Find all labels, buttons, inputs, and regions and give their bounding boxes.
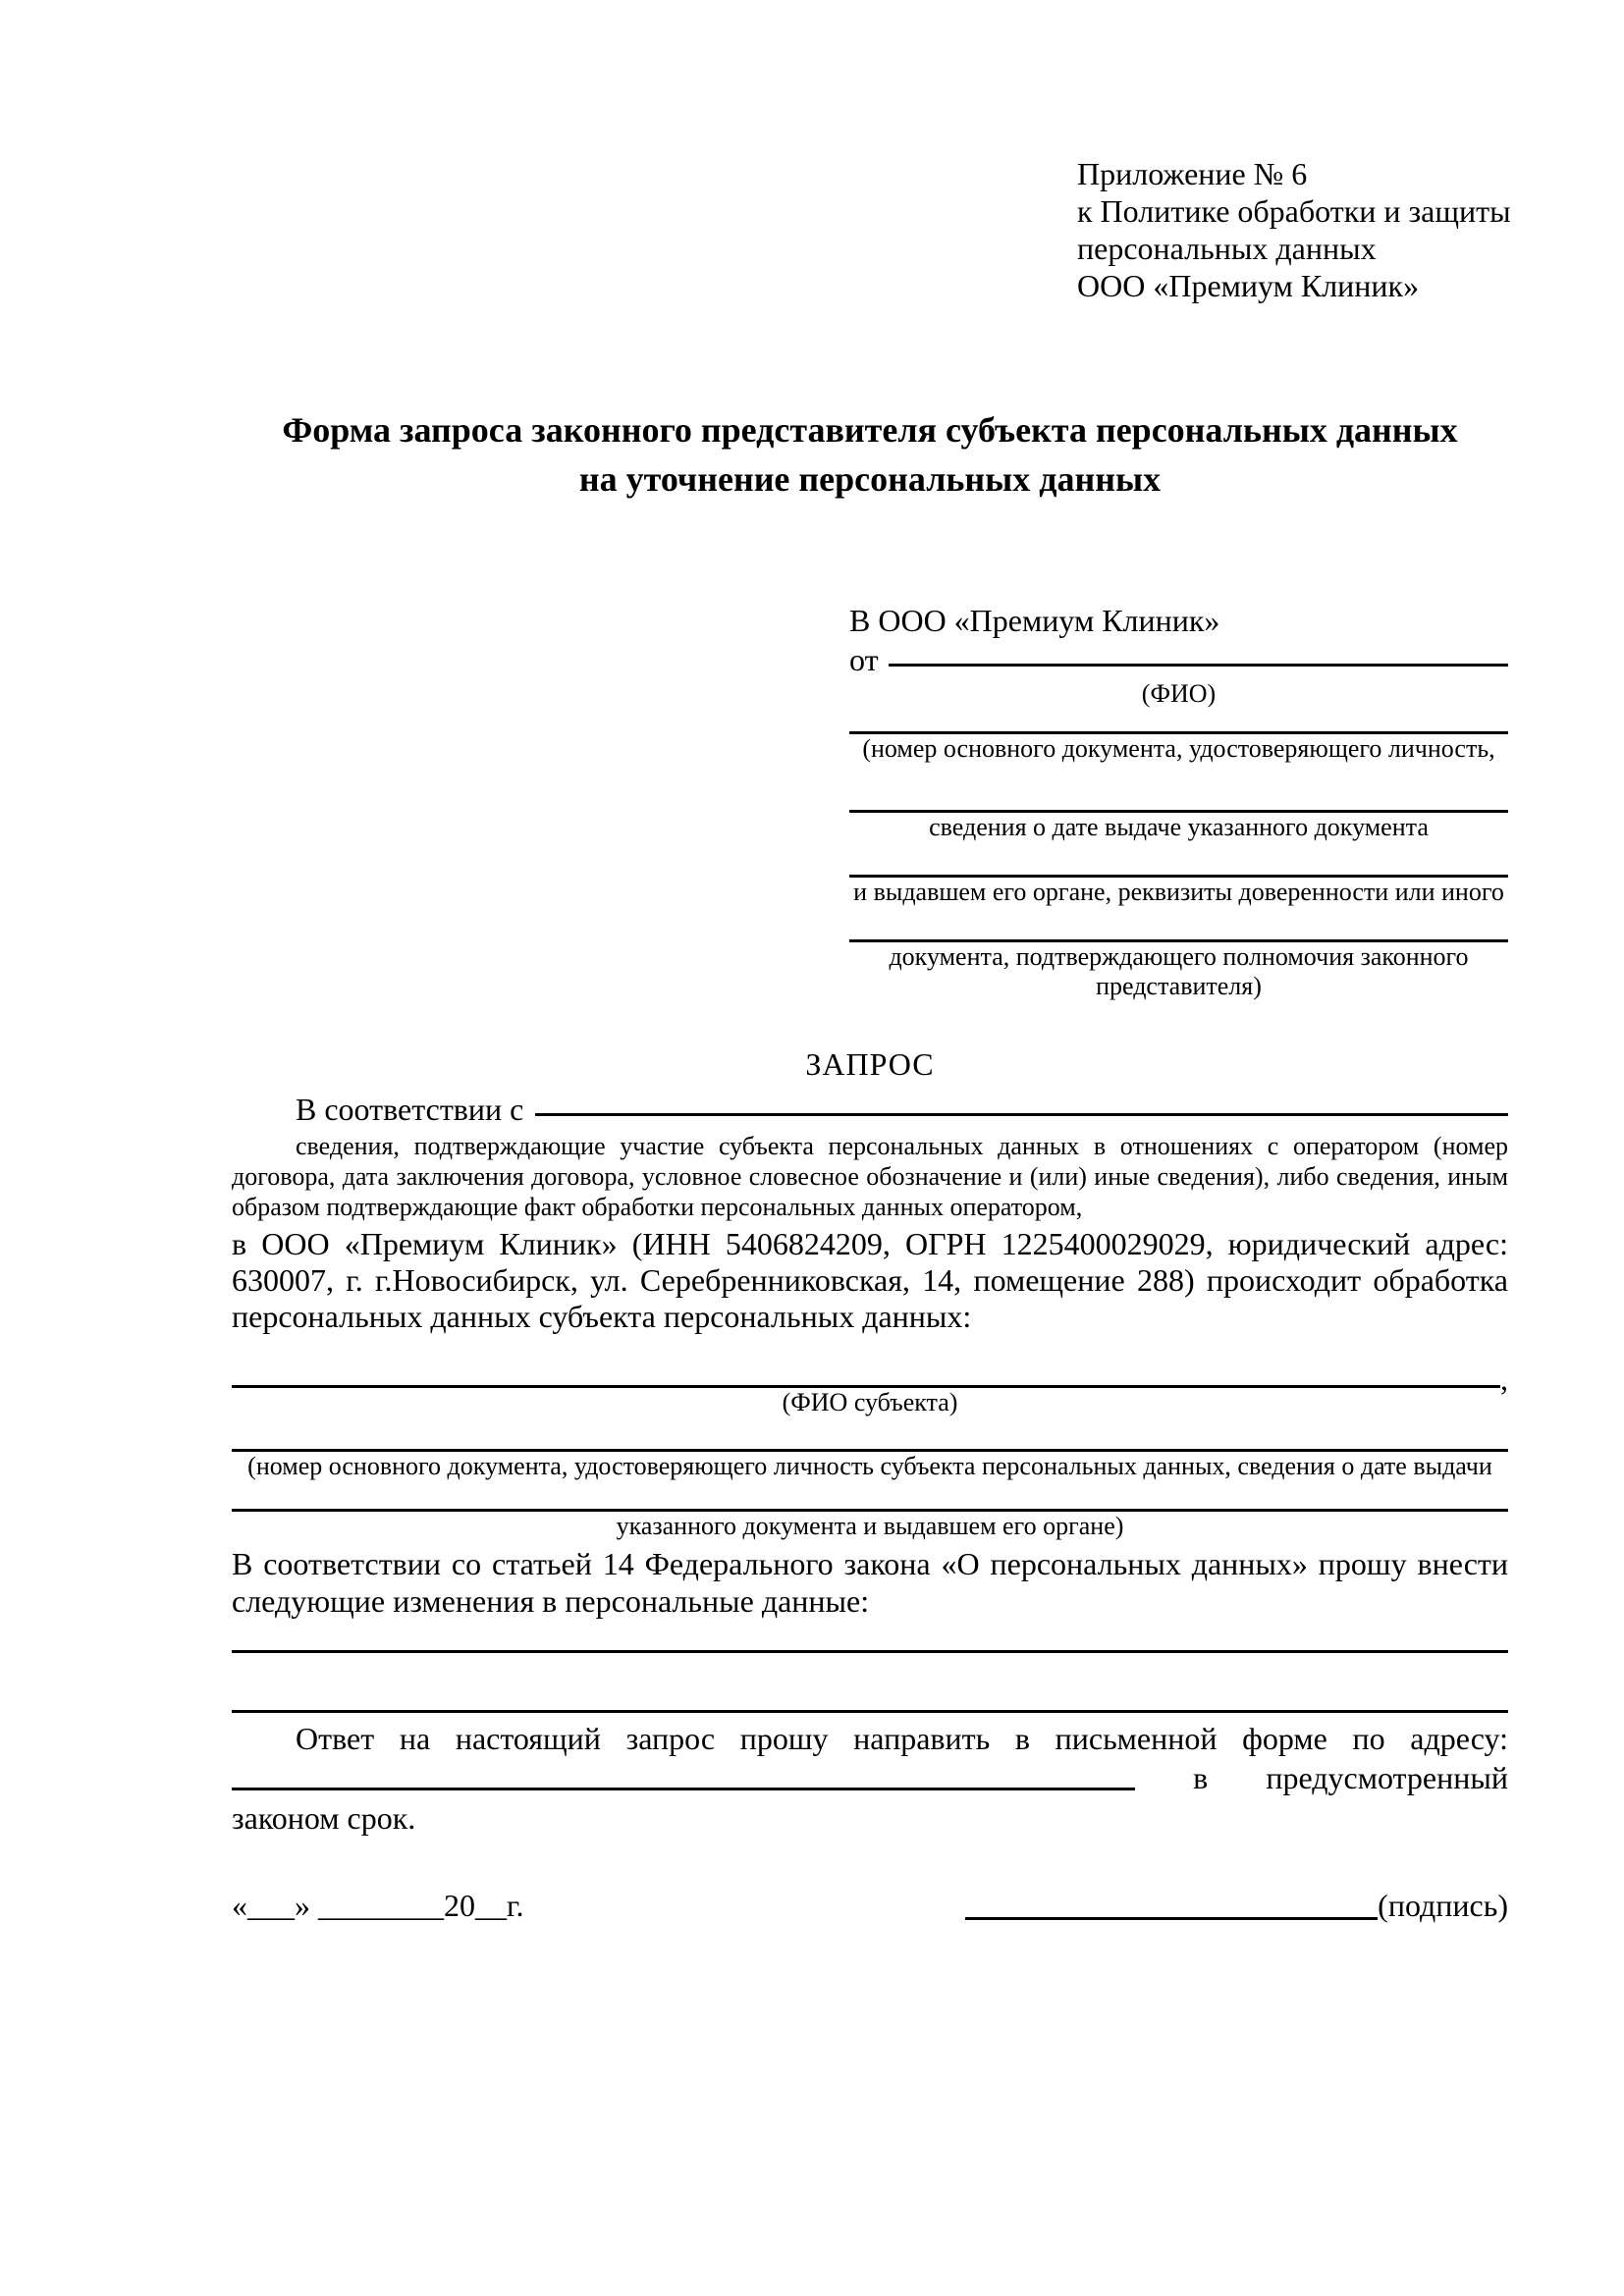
intro-blank-line — [535, 1113, 1508, 1116]
blank-caption: сведения о дате выдаче указанного документа — [929, 813, 1429, 841]
answer-word-v: в — [1193, 1760, 1209, 1795]
appendix-header — [1077, 0, 1511, 304]
answer-address-blank-line — [232, 1788, 1135, 1790]
subject-fio-caption: (ФИО субъекта) — [782, 1388, 958, 1416]
appendix-line: Приложение № 6 — [1077, 156, 1308, 191]
subject-doc-caption: (номер основного документа, удостоверяющего личность субъекта персональных данных, сведения о дате выдачи — [247, 1452, 1492, 1480]
blank-caption: документа, подтверждающего полномочия законного представителя) — [889, 942, 1469, 1000]
fio-caption: (ФИО) — [1141, 679, 1217, 708]
blank-caption: (номер основного документа, удостоверяющего личность, — [862, 734, 1495, 763]
answer-address-row — [232, 1757, 1508, 1798]
signature-group — [965, 1885, 1508, 1926]
request-heading: ЗАПРОС — [805, 1046, 935, 1082]
from-blank-line — [889, 664, 1508, 667]
document-title-line1: Форма запроса законного представителя субъекта персональных данных — [282, 410, 1458, 450]
from-label: от — [849, 642, 879, 677]
operator-paragraph: в ООО «Премиум Клиник» (ИНН 5406824209, ОГРН 1225400029029, юридический адрес: 630007, г. г.Новосибирск, ул. Серебренниковская, 14, помещение 288) происходит обработка персональных данных субъекта персональных данных: — [232, 1226, 1508, 1334]
changes-blank-line2 — [232, 1710, 1508, 1713]
addressee-to: В ООО «Премиум Клиник» — [849, 603, 1220, 638]
answer-word-predusmotrenny: предусмотренный — [1266, 1760, 1508, 1795]
intro-prefix: В соответствии с — [296, 1092, 524, 1127]
changes-blank-line1 — [232, 1650, 1508, 1653]
document-title-line2: на уточнение персональных данных — [578, 459, 1162, 499]
intro-row — [232, 1090, 1508, 1129]
appendix-line: ООО «Премиум Клиник» — [1077, 268, 1420, 303]
answer-paragraph-line1: Ответ на настоящий запрос прошу направить в письменной форме по адресу: — [296, 1721, 1508, 1756]
signature-blank-line — [965, 1917, 1378, 1920]
footer-row — [232, 1885, 1508, 1926]
from-row — [849, 640, 1508, 679]
law-paragraph: В соответствии со статьей 14 Федерального закона «О персональных данных» прошу внести следующие изменения в персональные данные: — [232, 1546, 1508, 1619]
answer-paragraph-line3: законом срок. — [232, 1800, 416, 1836]
trailing-comma: , — [1500, 1362, 1508, 1397]
subject-doc-caption2: указанного документа и выдавшем его органе) — [616, 1512, 1124, 1540]
blank-caption: и выдавшем его органе, реквизиты доверенности или иного — [853, 878, 1504, 906]
addressee-block — [849, 601, 1508, 1001]
document-title — [232, 405, 1508, 504]
date-blank: «___» ________20__г. — [232, 1888, 524, 1923]
appendix-line: к Политике обработки и защиты — [1077, 193, 1511, 229]
appendix-line: персональных данных — [1077, 231, 1377, 266]
subject-fio-blank-row — [232, 1362, 1508, 1397]
signature-caption: (подпись) — [1378, 1888, 1508, 1923]
intro-footnote: сведения, подтверждающие участие субъекта персональных данных в отношениях с оператором (номер договора, дата заключения договора, условное словесное обозначение и (или) иные сведения), либо сведения, иным образом подтверждающие факт обработки персональных данных оператором, — [232, 1132, 1508, 1221]
